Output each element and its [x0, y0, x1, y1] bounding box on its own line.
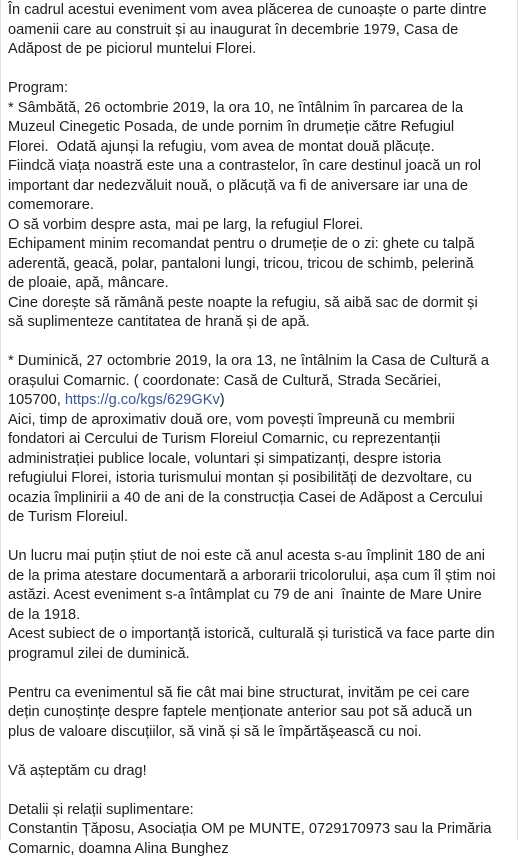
- text-line: Florei. Odată ajunși la refugiu, vom avea de montat două plăcuțe.: [8, 138, 503, 158]
- text-line: Muzeul Cinegetic Posada, de unde pornim în drumeție către Refugiul: [8, 118, 503, 138]
- text-line: plus de valoare discuțiilor, să vină și să le împărtășească cu noi.: [8, 723, 503, 743]
- paragraph-gap: [8, 528, 503, 548]
- map-link[interactable]: https://g.co/kgs/629GKv: [65, 392, 220, 408]
- text-line: astăzi. Acest eveniment s-a întâmplat cu 79 de ani înainte de Mare Unire: [8, 586, 503, 606]
- text-line: refugiului Florei, istoria turismului montan și posibilități de dezvoltare, cu: [8, 469, 503, 489]
- text-line: Constantin Țăposu, Asociația OM pe MUNTE, 0729170973 sau la Primăria: [8, 820, 503, 840]
- text-line: Cine dorește să rămână peste noapte la refugiu, să aibă sac de dormit și: [8, 294, 503, 314]
- text-line: dețin cunoștințe despre faptele menționate anterior sau pot să aducă un: [8, 703, 503, 723]
- intro-paragraph: [8, 1, 503, 60]
- text-line: Adăpost de pe piciorul muntelui Florei.: [8, 40, 503, 60]
- closing-paren: ): [220, 392, 225, 408]
- text-line: fondatori ai Cercului de Turism Floreiul Comarnic, cu reprezentanții: [8, 430, 503, 450]
- text-line: * Duminică, 27 octombrie 2019, la ora 13, ne întâlnim la Casa de Cultură a: [8, 352, 503, 372]
- text-line: orașului Comarnic. ( coordonate: Casă de Cultură, Strada Secăriei,: [8, 372, 503, 392]
- text-line: Pentru ca evenimentul să fie cât mai bine structurat, invităm pe cei care: [8, 684, 503, 704]
- text-line: * Sâmbătă, 26 octombrie 2019, la ora 10, ne întâlnim în parcarea de la: [8, 99, 503, 119]
- sunday-program: [8, 352, 503, 528]
- text-line: de Turism Floreiul.: [8, 508, 503, 528]
- text-line-with-link: [8, 391, 503, 411]
- text-line: Acest subiect de o importanță istorică, culturală și turistică va face parte din: [8, 625, 503, 645]
- paragraph-gap: [8, 664, 503, 684]
- history-paragraph: [8, 547, 503, 664]
- paragraph-gap: [8, 333, 503, 353]
- text-line: să suplimenteze cantitatea de hrană și de apă.: [8, 313, 503, 333]
- text-line: de ploaie, apă, mâncare.: [8, 274, 503, 294]
- text-line: oamenii care au construit și au inaugurat în decembrie 1979, Casa de: [8, 21, 503, 41]
- text-line: de la prima atestare documentară a arborarii tricolorului, așa cum îl știm noi: [8, 567, 503, 587]
- text-line: Detalii și relații suplimentare:: [8, 801, 503, 821]
- text-line: Comarnic, doamna Alina Bunghez: [8, 840, 503, 859]
- closing-line: Vă așteptăm cu drag!: [8, 762, 503, 782]
- text-line: În cadrul acestui eveniment vom avea plăcerea de cunoaște o parte dintre: [8, 1, 503, 21]
- text-line: Un lucru mai puțin știut de noi este că anul acesta s-au împlinit 180 de ani: [8, 547, 503, 567]
- closing-paragraph: [8, 762, 503, 782]
- program-heading: Program:: [8, 79, 503, 99]
- saturday-program: [8, 79, 503, 333]
- text-line: Fiindcă viața noastră este una a contrastelor, în care destinul joacă un rol: [8, 157, 503, 177]
- text-line: de la 1918.: [8, 606, 503, 626]
- text-line: Aici, timp de aproximativ două ore, vom povești împreună cu membrii: [8, 411, 503, 431]
- text-line: programul zilei de duminică.: [8, 645, 503, 665]
- contact-paragraph: [8, 801, 503, 859]
- text-line: O să vorbim despre asta, mai pe larg, la refugiul Florei.: [8, 216, 503, 236]
- text-line: Echipament minim recomandat pentru o drumeție de o zi: ghete cu talpă: [8, 235, 503, 255]
- text-line: administrației publice locale, voluntari și simpatizanți, despre istoria: [8, 450, 503, 470]
- text-line: ocazia împlinirii a 40 de ani de la construcția Casei de Adăpost a Cercului: [8, 489, 503, 509]
- paragraph-gap: [8, 742, 503, 762]
- text-line: important dar nedezvăluit nouă, o plăcuță va fi de aniversare iar una de: [8, 177, 503, 197]
- paragraph-gap: [8, 60, 503, 80]
- text-line: aderentă, geacă, polar, pantaloni lungi, tricou, tricou de schimb, pelerină: [8, 255, 503, 275]
- paragraph-gap: [8, 781, 503, 801]
- text-line: comemorare.: [8, 196, 503, 216]
- address-postcode: 105700,: [8, 392, 65, 408]
- invitation-paragraph: [8, 684, 503, 743]
